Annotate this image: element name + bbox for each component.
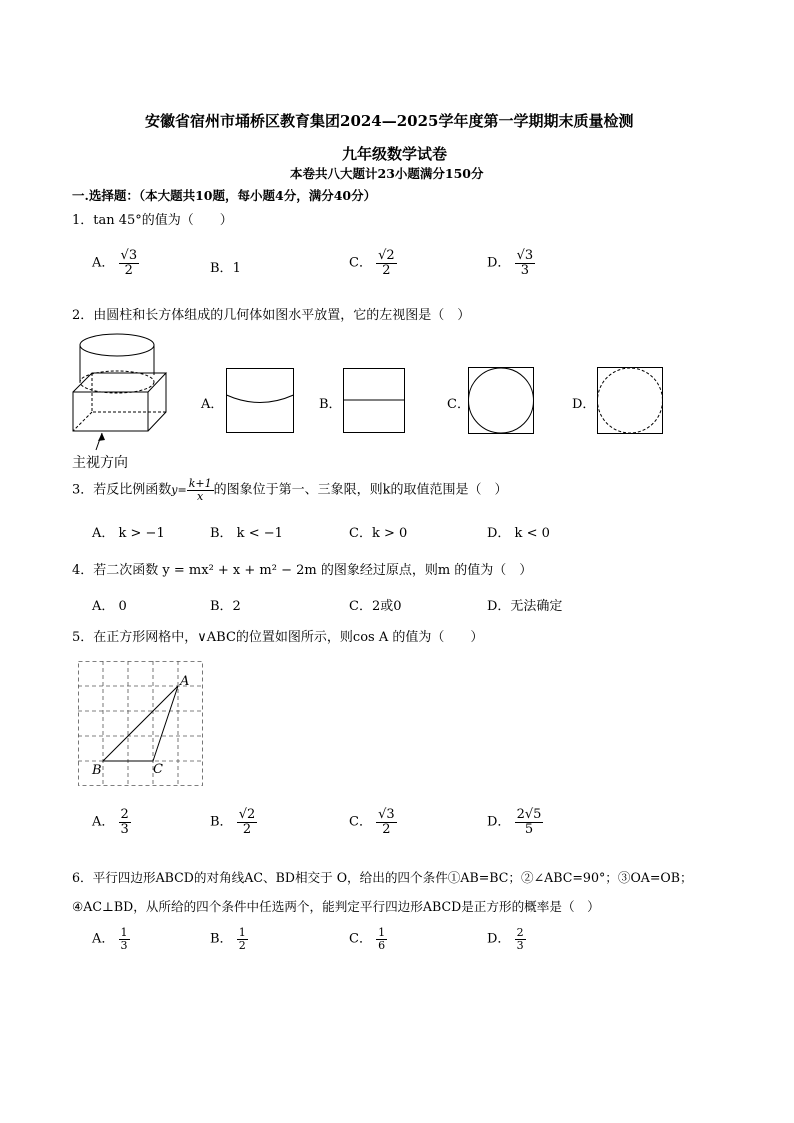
q3-stem-pre: 3．若反比例函数 bbox=[72, 482, 172, 498]
q4-option-d[interactable]: D．无法确定 bbox=[487, 599, 563, 614]
question-3-stem bbox=[72, 478, 508, 502]
exam-title: 安徽省宿州市埇桥区教育集团2024—2025学年度第一学期期末质量检测 bbox=[145, 112, 634, 130]
question-1-stem: 1．tan 45°的值为（ ） bbox=[72, 213, 233, 228]
option-letter: C． bbox=[349, 814, 372, 830]
frac-den: 3 bbox=[120, 821, 129, 837]
option-letter: C． bbox=[349, 931, 372, 947]
option-letter: D． bbox=[487, 255, 511, 271]
frac-num: 1 bbox=[238, 926, 246, 939]
question-4-stem: 4．若二次函数 y = mx² + x + m² − 2m 的图象经过原点，则m 的值为（ ） bbox=[72, 563, 533, 578]
q4-option-c[interactable]: C．2或0 bbox=[349, 599, 402, 614]
frac-den: 6 bbox=[378, 938, 386, 952]
frac-den: 2 bbox=[242, 821, 252, 837]
option-letter: D． bbox=[487, 814, 511, 830]
question-6-line-1: 6．平行四边形ABCD的对角线AC、BD相交于 O，给出的四个条件①AB=BC；②∠ABC=90°；③OA=OB； bbox=[72, 870, 693, 885]
question-5-stem: 5．在正方形网格中，∨ABC的位置如图所示，则cos A 的值为（ ） bbox=[72, 630, 484, 645]
q5-option-d[interactable] bbox=[487, 808, 543, 836]
option-text: 1 bbox=[232, 261, 241, 276]
option-letter: A． bbox=[92, 255, 115, 271]
frac-num: √2 bbox=[378, 248, 395, 263]
section-heading: 一.选择题：（本大题共10题，每小题4分，满分40分） bbox=[72, 188, 377, 203]
q3-option-d[interactable]: D． k < 0 bbox=[487, 526, 550, 541]
frac-num: 2 bbox=[120, 807, 129, 822]
frac-den: 2 bbox=[124, 262, 133, 278]
frac-num: 2 bbox=[516, 926, 524, 939]
option-letter: B． bbox=[210, 814, 233, 830]
q6-option-b[interactable] bbox=[210, 927, 248, 951]
frac-den: 2 bbox=[382, 262, 391, 278]
q1-option-d[interactable] bbox=[487, 249, 535, 277]
q2-option-b-figure[interactable] bbox=[343, 368, 405, 433]
option-letter: B． bbox=[210, 261, 233, 276]
frac-num: 1 bbox=[120, 926, 128, 939]
frac-den: 3 bbox=[120, 938, 128, 952]
frac-den: 5 bbox=[524, 821, 534, 837]
q6-option-c[interactable] bbox=[349, 927, 387, 951]
option-letter: C． bbox=[349, 255, 372, 271]
q2-option-c-letter[interactable]: C． bbox=[447, 397, 470, 412]
frac-den: 2 bbox=[238, 938, 246, 952]
q2-solid-figure bbox=[68, 330, 174, 455]
question-6-line-2: ④AC⊥BD，从所给的四个条件中任选两个，能判定平行四边形ABCD是正方形的概率是（ ） bbox=[72, 899, 600, 914]
q2-option-d-figure[interactable] bbox=[597, 367, 663, 434]
frac-num: √3 bbox=[120, 248, 138, 263]
q3-option-c[interactable]: C．k > 0 bbox=[349, 526, 408, 541]
frac-num: √2 bbox=[238, 807, 256, 822]
q1-option-b[interactable] bbox=[210, 257, 241, 276]
exam-subtitle: 九年级数学试卷 bbox=[342, 145, 448, 163]
q3-option-a[interactable]: A． k > −1 bbox=[92, 526, 165, 541]
q1-option-c[interactable] bbox=[349, 249, 397, 277]
option-letter: A． bbox=[92, 814, 115, 830]
frac-num: 2√5 bbox=[516, 807, 542, 822]
q2-option-c-figure[interactable] bbox=[468, 367, 534, 434]
q3-option-b[interactable]: B． k < −1 bbox=[210, 526, 283, 541]
option-letter: B． bbox=[210, 931, 233, 947]
frac-num: √3 bbox=[516, 248, 534, 263]
exam-meta: 本卷共八大题计23小题满分150分 bbox=[290, 166, 484, 181]
q6-option-a[interactable] bbox=[92, 927, 130, 951]
q4-option-b[interactable]: B．2 bbox=[210, 599, 241, 614]
frac-den: x bbox=[197, 489, 204, 503]
q2-option-a-figure[interactable] bbox=[226, 368, 294, 433]
q1-option-a[interactable] bbox=[92, 249, 139, 277]
frac-den: 3 bbox=[520, 262, 529, 278]
option-letter: D． bbox=[487, 931, 511, 947]
q3-stem-post: 的图象位于第一、三象限，则k的取值范围是（ ） bbox=[213, 482, 508, 498]
q5-label-a: A bbox=[180, 674, 190, 689]
question-2-stem: 2．由圆柱和长方体组成的几何体如图水平放置，它的左视图是（ ） bbox=[72, 308, 471, 323]
q4-option-a[interactable]: A． 0 bbox=[92, 599, 127, 614]
q3-func-lhs: y= bbox=[171, 483, 187, 497]
q2-option-b-letter[interactable]: B． bbox=[319, 397, 342, 412]
q6-option-d[interactable] bbox=[487, 927, 526, 951]
q2-view-direction-label: 主视方向 bbox=[72, 455, 128, 471]
q5-label-b: B bbox=[92, 763, 102, 778]
q5-label-c: C bbox=[153, 762, 163, 777]
frac-den: 2 bbox=[382, 821, 391, 837]
frac-num: k+1 bbox=[188, 477, 212, 490]
frac-den: 3 bbox=[516, 938, 524, 952]
q5-option-c[interactable] bbox=[349, 808, 397, 836]
option-letter: A． bbox=[92, 931, 115, 947]
frac-num: √3 bbox=[378, 807, 395, 822]
frac-num: 1 bbox=[378, 926, 386, 939]
q5-option-a[interactable] bbox=[92, 808, 131, 836]
q5-option-b[interactable] bbox=[210, 808, 257, 836]
q2-option-a-letter[interactable]: A． bbox=[201, 397, 224, 412]
q2-option-d-letter[interactable]: D． bbox=[572, 397, 596, 412]
